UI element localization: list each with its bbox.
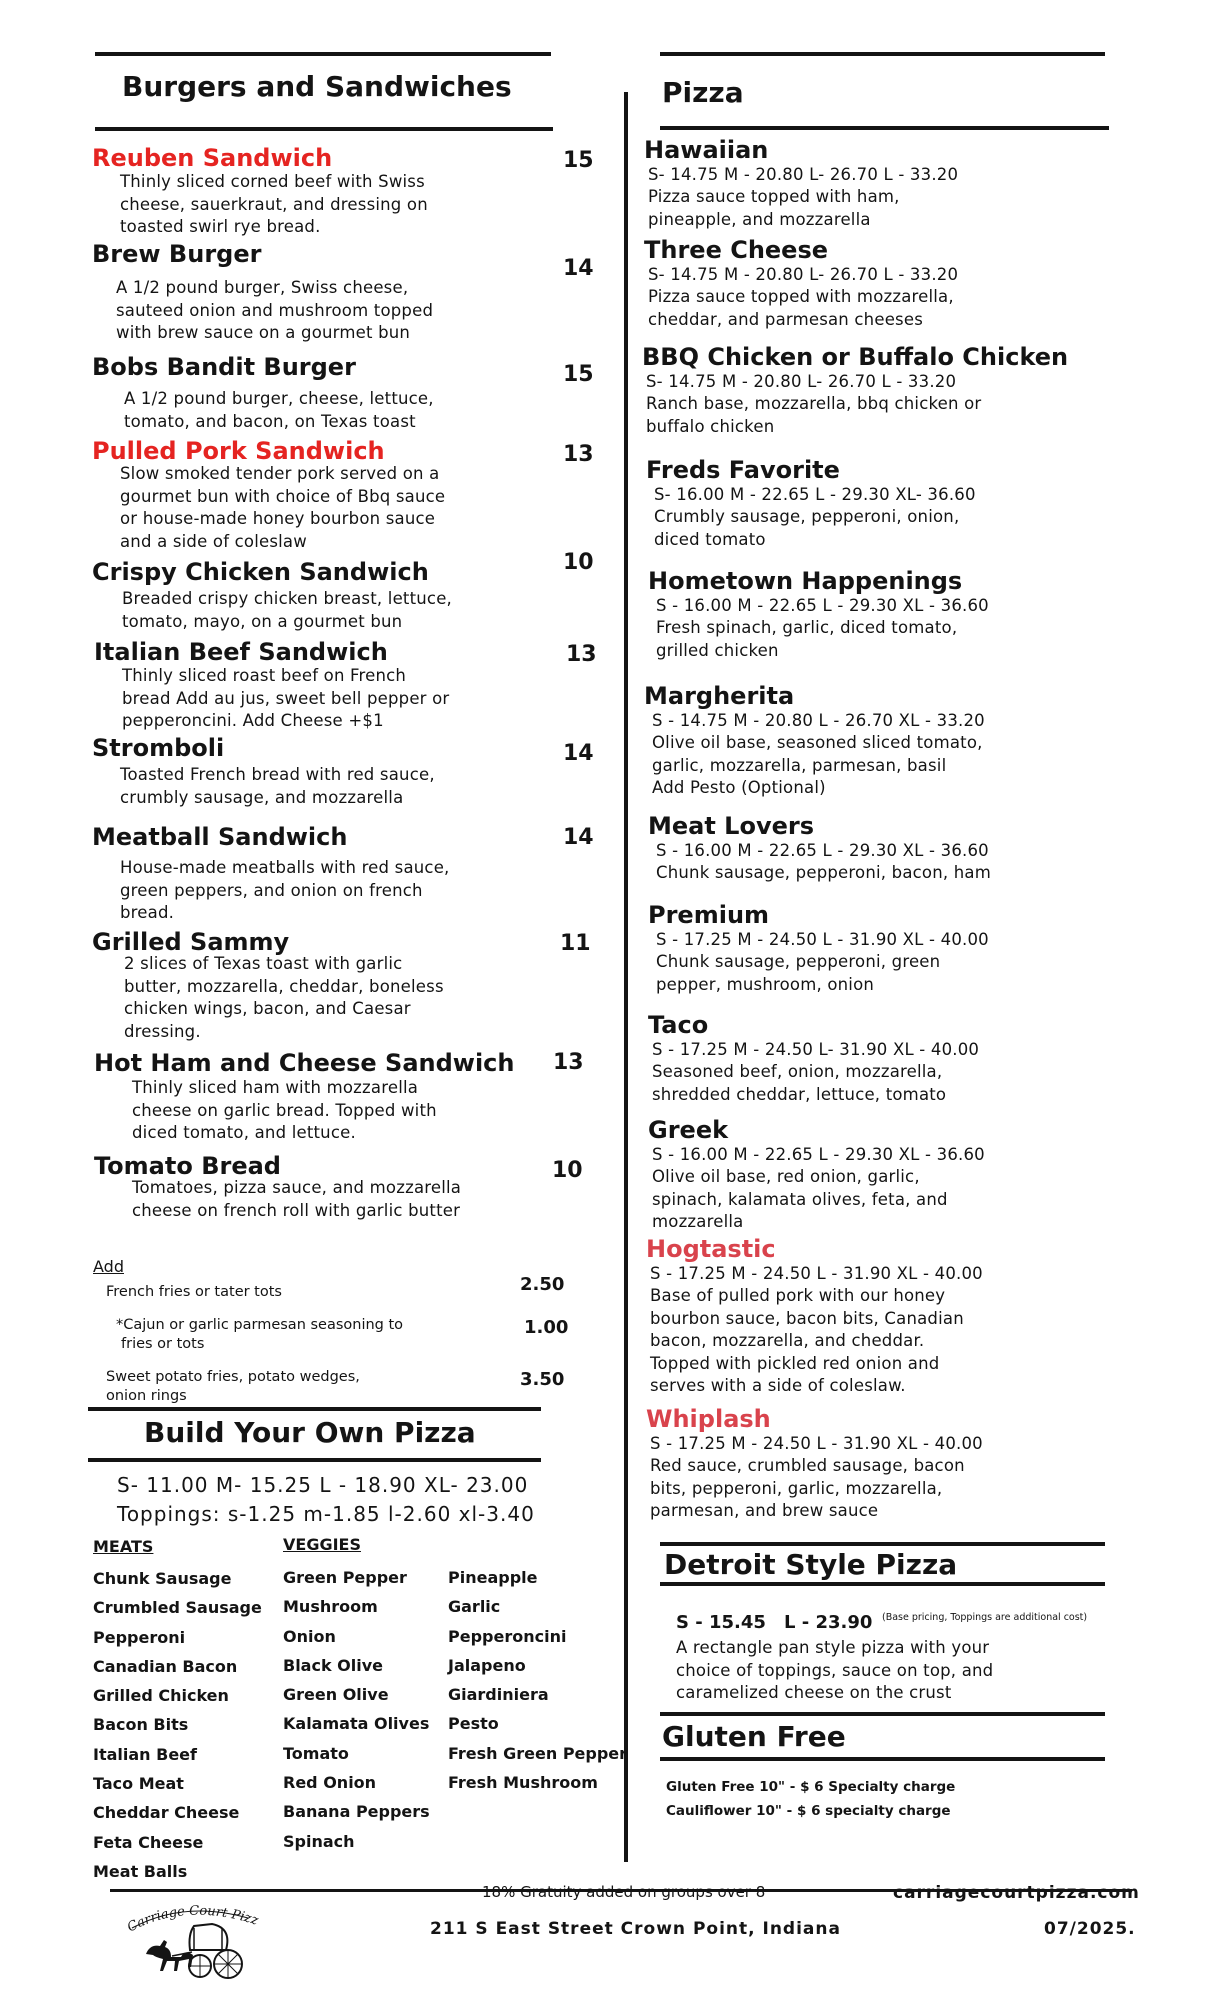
pizza-description: pepper, mushroom, onion [656, 974, 875, 994]
meat-topping: Cheddar Cheese [93, 1803, 240, 1823]
pizza-description: Seasoned beef, onion, mozzarella, [652, 1062, 943, 1081]
pizza-freds-favorite [646, 456, 976, 551]
pizza-description: shredded cheddar, lettuce, tomato [652, 1084, 947, 1104]
pizza-taco [648, 1011, 979, 1106]
pizza-description: Olive oil base, red onion, garlic, [652, 1167, 920, 1186]
meat-topping: Grilled Chicken [93, 1686, 229, 1706]
veggie-topping: Banana Peppers [283, 1802, 430, 1822]
menu-item-bobs-bandit-burger [92, 353, 356, 381]
pizza-description: Olive oil base, seasoned sliced tomato, [652, 733, 983, 752]
byo-top-rule [88, 1407, 541, 1411]
item-price: 15 [563, 148, 594, 173]
pizza-greek [648, 1116, 985, 1234]
pizza-sizes: S - 14.75 M - 20.80 L - 26.70 XL - 33.20 [652, 711, 985, 730]
veggie-topping: Jalapeno [448, 1655, 526, 1675]
item-description: Thinly sliced corned beef with Swiss cheese, sauerkraut, and dressing on toasted swirl rye bread. [120, 172, 428, 236]
item-name: Reuben Sandwich [92, 144, 333, 172]
add-price-fries: 2.50 [520, 1274, 565, 1295]
pizza-sizes: S- 14.75 M - 20.80 L- 26.70 L - 33.20 [648, 265, 959, 284]
menu-item-crispy-chicken-sandwich [92, 558, 429, 586]
left-title-rule [95, 127, 553, 131]
veggie-topping: Red Onion [283, 1773, 377, 1793]
veggies-list [283, 1563, 430, 1856]
item-name: Brew Burger [92, 240, 262, 268]
add-item-fries: French fries or tater tots [106, 1284, 282, 1300]
pizza-description: Pizza sauce topped with mozzarella, [648, 287, 954, 306]
pizza-sizes: S - 16.00 M - 22.65 L - 29.30 XL - 36.60 [656, 596, 989, 615]
meat-topping: Crumbled Sausage [93, 1598, 262, 1618]
pizza-sizes: S - 17.25 M - 24.50 L- 31.90 XL - 40.00 [652, 1040, 980, 1059]
pizza-description: diced tomato [654, 529, 766, 549]
veggie-topping: Green Olive [283, 1685, 389, 1705]
pizza-description: Pizza sauce topped with ham, [648, 187, 900, 206]
item-description: Thinly sliced roast beef on French bread Add au jus, sweet bell pepper or pepperoncini. Add Cheese +$1 [122, 666, 450, 730]
menu-item-italian-beef-sandwich [94, 638, 388, 666]
pizza-hometown-happenings [648, 567, 989, 662]
pizza-description: buffalo chicken [646, 416, 775, 436]
pizza-name: Whiplash [646, 1405, 771, 1433]
menu-item-reuben-sandwich [92, 144, 332, 172]
meat-topping: Pepperoni [93, 1627, 186, 1647]
item-description: A 1/2 pound burger, Swiss cheese, sauteed onion and mushroom topped with brew sauce on a gourmet bun [116, 278, 434, 342]
menu-item-brew-burger [92, 240, 261, 268]
pizza-description: Chunk sausage, pepperoni, bacon, ham [656, 863, 991, 882]
detroit-bottom-rule [660, 1582, 1105, 1586]
veggie-topping: Pesto [448, 1714, 499, 1734]
meat-topping: Meat Balls [93, 1861, 188, 1881]
item-description: Breaded crispy chicken breast, lettuce, tomato, mayo, on a gourmet bun [122, 589, 452, 631]
meat-topping: Italian Beef [93, 1744, 197, 1764]
item-price: 13 [566, 642, 597, 667]
pizza-description: pineapple, and mozzarella [648, 209, 871, 229]
right-title-rule [660, 126, 1109, 130]
item-name: Tomato Bread [94, 1152, 281, 1180]
byo-title: Build Your Own Pizza [144, 1416, 476, 1449]
logo-text: Carriage Court Pizz [124, 1903, 260, 1936]
menu-item-stromboli [92, 734, 224, 762]
detroit-top-rule [660, 1542, 1105, 1546]
menu-item-grilled-sammy [92, 928, 289, 956]
veggie-topping: Mushroom [283, 1597, 378, 1617]
pizza-name: Three Cheese [644, 236, 829, 264]
veggie-topping: Kalamata Olives [283, 1714, 430, 1734]
pizza-name: Taco [648, 1011, 709, 1039]
pizza-description: bourbon sauce, bacon bits, Canadian [650, 1308, 964, 1328]
pizza-name: Hawaiian [644, 136, 769, 164]
menu-item-pulled-pork-sandwich [92, 437, 385, 465]
byo-bottom-rule [88, 1458, 541, 1462]
item-name: Italian Beef Sandwich [94, 638, 388, 666]
item-price: 11 [560, 931, 591, 956]
byo-sizes: S- 11.00 M- 15.25 L - 18.90 XL- 23.00 [117, 1473, 529, 1497]
address: 211 S East Street Crown Point, Indiana [430, 1919, 841, 1939]
menu-item-tomato-bread [94, 1152, 281, 1180]
gratuity-note: 18% Gratuity added on groups over 8 [482, 1883, 766, 1901]
pizza-description: grilled chicken [656, 640, 779, 660]
item-description: House-made meatballs with red sauce, green peppers, and onion on french bread. [120, 858, 450, 922]
pizza-title: Pizza [662, 76, 744, 109]
item-price: 15 [563, 362, 594, 387]
meat-topping: Taco Meat [93, 1774, 184, 1794]
meat-topping: Canadian Bacon [93, 1656, 238, 1676]
pizza-sizes: S - 17.25 M - 24.50 L - 31.90 XL - 40.00 [656, 930, 989, 949]
pizza-description: bits, pepperoni, garlic, mozzarella, [650, 1478, 943, 1498]
pizza-description: Chunk sausage, pepperoni, green [656, 952, 941, 971]
pizza-three-cheese [644, 236, 958, 331]
pizza-hogtastic [646, 1235, 983, 1398]
gluten-line-2: Cauliflower 10" - $ 6 specialty charge [666, 1803, 951, 1819]
pizza-description: Ranch base, mozzarella, bbq chicken or [646, 394, 982, 413]
pizza-description: bacon, mozzarella, and cheddar. [650, 1331, 925, 1350]
pizza-sizes: S- 16.00 M - 22.65 L - 29.30 XL- 36.60 [654, 485, 976, 504]
pizza-sizes: S - 16.00 M - 22.65 L - 29.30 XL - 36.60 [656, 841, 989, 860]
pizza-name: Margherita [644, 682, 795, 710]
pizza-name: Premium [648, 901, 770, 929]
pizza-name: Greek [648, 1116, 729, 1144]
add-item-sides: Sweet potato fries, potato wedges, onion rings [106, 1369, 360, 1404]
pizza-description: Red sauce, crumbled sausage, bacon [650, 1456, 965, 1475]
meats-list [93, 1564, 262, 1886]
veggies-heading: VEGGIES [283, 1535, 361, 1554]
item-description: Thinly sliced ham with mozzarella cheese on garlic bread. Topped with diced tomato, and lettuce. [132, 1078, 437, 1142]
pizza-description: cheddar, and parmesan cheeses [648, 309, 923, 329]
item-price: 14 [563, 741, 594, 766]
detroit-price-small: S - 15.45 [676, 1612, 766, 1633]
pizza-description: serves with a side of coleslaw. [650, 1376, 906, 1395]
meat-topping: Bacon Bits [93, 1715, 189, 1735]
item-price: 13 [553, 1050, 584, 1075]
veggies2-list [448, 1563, 627, 1797]
burgers-title: Burgers and Sandwiches [122, 70, 512, 103]
item-description: Slow smoked tender pork served on a gourmet bun with choice of Bbq sauce or house-made honey bourbon sauce and a side of coleslaw [120, 464, 446, 551]
pizza-premium [648, 901, 989, 996]
gluten-top-rule [660, 1712, 1105, 1716]
veggie-topping: Giardiniera [448, 1685, 549, 1705]
pizza-description: Fresh spinach, garlic, diced tomato, [656, 618, 958, 637]
pizza-sizes: S - 17.25 M - 24.50 L - 31.90 XL - 40.00 [650, 1434, 983, 1453]
veggie-topping: Fresh Green Pepper [448, 1743, 628, 1763]
pizza-name: Hometown Happenings [648, 567, 963, 595]
item-price: 14 [563, 256, 594, 281]
item-price: 10 [563, 550, 594, 575]
item-name: Grilled Sammy [92, 928, 290, 956]
carriage-logo [124, 1898, 260, 1994]
meats-heading: MEATS [93, 1537, 154, 1556]
pizza-margherita [644, 682, 985, 800]
item-name: Pulled Pork Sandwich [92, 437, 385, 465]
gluten-line-1: Gluten Free 10" - $ 6 Specialty charge [666, 1779, 956, 1795]
pizza-name: Meat Lovers [648, 812, 815, 840]
byo-toppings: Toppings: s-1.25 m-1.85 l-2.60 xl-3.40 [117, 1502, 535, 1526]
add-price-seasoning: 1.00 [524, 1317, 569, 1338]
add-label: Add [93, 1257, 124, 1276]
pizza-description: Add Pesto (Optional) [652, 778, 826, 797]
pizza-meat-lovers [648, 812, 991, 885]
pizza-description: parmesan, and brew sauce [650, 1501, 879, 1520]
menu-date: 07/2025. [1044, 1919, 1136, 1939]
gluten-bottom-rule [660, 1757, 1105, 1761]
veggie-topping: Pepperoncini [448, 1626, 567, 1646]
pizza-description: mozzarella [652, 1212, 744, 1231]
item-name: Bobs Bandit Burger [92, 353, 356, 381]
pizza-description: Topped with pickled red onion and [650, 1353, 940, 1373]
item-name: Stromboli [92, 734, 225, 762]
item-name: Crispy Chicken Sandwich [92, 558, 429, 586]
veggie-topping: Onion [283, 1626, 336, 1646]
left-top-rule [95, 52, 551, 56]
pizza-sizes: S- 14.75 M - 20.80 L- 26.70 L - 33.20 [646, 372, 957, 391]
detroit-note: (Base pricing, Toppings are additional cost) [882, 1612, 1088, 1623]
pizza-description: Base of pulled pork with our honey [650, 1286, 946, 1305]
menu-item-hot-ham-and-cheese-sandwich [94, 1049, 515, 1077]
pizza-name: Freds Favorite [646, 456, 840, 484]
menu-item-meatball-sandwich [92, 823, 347, 851]
item-description: Toasted French bread with red sauce, crumbly sausage, and mozzarella [120, 765, 435, 807]
pizza-name: BBQ Chicken or Buffalo Chicken [642, 343, 1069, 371]
item-name: Hot Ham and Cheese Sandwich [94, 1049, 515, 1077]
item-description: A 1/2 pound burger, cheese, lettuce, tomato, and bacon, on Texas toast [124, 389, 434, 431]
pizza-bbq-chicken-or-buffalo-chicken [642, 343, 1068, 438]
meat-topping: Feta Cheese [93, 1832, 204, 1852]
veggie-topping: Spinach [283, 1831, 355, 1851]
detroit-description: A rectangle pan style pizza with your choice of toppings, sauce on top, and caramelized cheese on the crust [676, 1638, 994, 1702]
add-item-seasoning: *Cajun or garlic parmesan seasoning to fries or tots [116, 1317, 404, 1352]
item-name: Meatball Sandwich [92, 823, 348, 851]
pizza-sizes: S - 17.25 M - 24.50 L - 31.90 XL - 40.00 [650, 1264, 983, 1283]
pizza-hawaiian [644, 136, 958, 231]
add-price-sides: 3.50 [520, 1369, 565, 1390]
pizza-sizes: S- 14.75 M - 20.80 L- 26.70 L - 33.20 [648, 165, 959, 184]
detroit-price-large: L - 23.90 [784, 1612, 873, 1633]
veggie-topping: Tomato [283, 1743, 349, 1763]
meat-topping: Chunk Sausage [93, 1569, 232, 1588]
pizza-sizes: S - 16.00 M - 22.65 L - 29.30 XL - 36.60 [652, 1145, 985, 1164]
right-top-rule [660, 52, 1105, 56]
veggie-topping: Pineapple [448, 1568, 538, 1587]
pizza-description: spinach, kalamata olives, feta, and [652, 1189, 948, 1209]
veggie-topping: Fresh Mushroom [448, 1773, 598, 1793]
gluten-title: Gluten Free [662, 1720, 846, 1753]
pizza-whiplash [646, 1405, 983, 1523]
veggie-topping: Green Pepper [283, 1568, 407, 1587]
pizza-description: garlic, mozzarella, parmesan, basil [652, 755, 947, 775]
pizza-name: Hogtastic [646, 1235, 776, 1263]
item-description: 2 slices of Texas toast with garlic butter, mozzarella, cheddar, boneless chicken wings, bacon, and Caesar dressing. [124, 954, 444, 1041]
pizza-description: Crumbly sausage, pepperoni, onion, [654, 507, 960, 526]
website[interactable]: carriagecourtpizza.com [893, 1883, 1140, 1903]
item-price: 13 [563, 442, 594, 467]
detroit-title: Detroit Style Pizza [664, 1548, 958, 1581]
item-price: 10 [552, 1158, 583, 1183]
veggie-topping: Black Olive [283, 1655, 384, 1675]
item-price: 14 [563, 825, 594, 850]
item-description: Tomatoes, pizza sauce, and mozzarella cheese on french roll with garlic butter [132, 1178, 462, 1220]
veggie-topping: Garlic [448, 1597, 501, 1617]
